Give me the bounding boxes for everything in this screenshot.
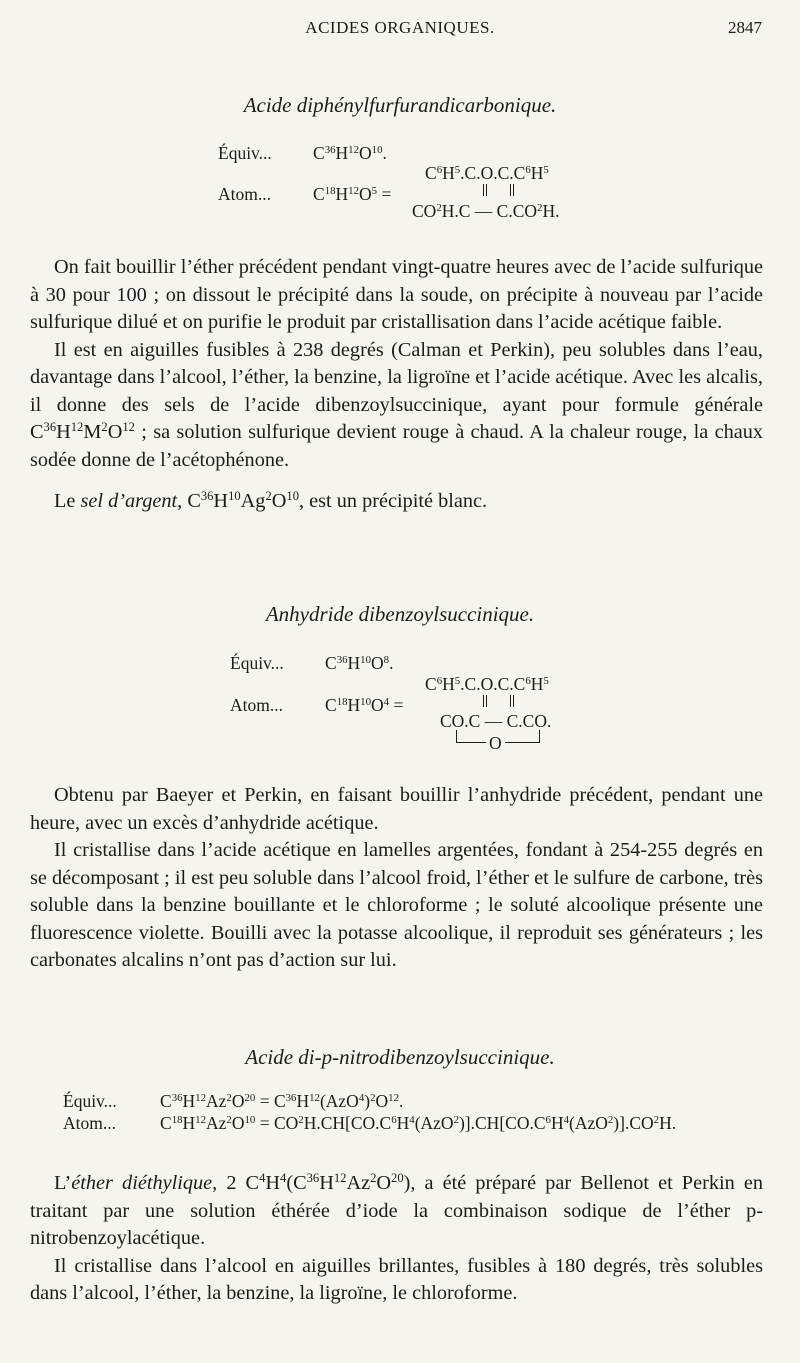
paragraph: Le sel d’argent, $C^{36}H^{10}Ag^2O^{10}$, est un précipité blanc. [54,489,488,512]
double-bond-right-1b [513,184,514,196]
double-bond-right-2 [510,695,511,707]
struct-bottom-2: CO.C — C.CO. [440,711,552,731]
atom-formula-3: $C^{18}H^{12}Az^2O^{10} = CO^2H.CH[CO.C^6H^4(AzO^2)].CH[CO.C^6H^4(AzO^2)].CO^2H$. [160,1113,677,1133]
double-bond-right-2b [513,695,514,707]
ring-oxygen: O [486,732,505,754]
equiv-formula-3: $C^{36}H^{12}Az^2O^{20} = C^{36}H^{12}(AzO^4)^2O^{12}$. [160,1091,404,1111]
equiv-label-2: Équiv... [230,653,284,673]
struct-top-2: $C^6H^5.C.O.C.C^6H^5$ [425,674,549,694]
section-heading-1: Acide diphénylfurfurandicarbonique. [243,93,557,117]
paragraph: Il est en aiguilles fusibles à 238 degrés (Calman et Perkin), peu solubles dans l’eau, davantage dans l’alcool, l’éther, la benzine, la ligroïne et l’acide acétique. Avec les alcalis, il donne des sels de l’acide dibenzoylsuccinique, ayant pour formule générale $C^{36}H^{12}M^2O^{12}$ ; sa solution sulfurique devient rouge à chaud. A la chaleur rouge, la chaux sodée donne de l’acétophénone. [30,338,763,471]
running-title: ACIDES ORGANIQUES. [305,18,495,37]
section1-text [30,254,763,516]
atom-formula-1: $C^{18}H^{12}O^5$ = [313,184,392,204]
paragraph: Il cristallise dans l’alcool en aiguilles brillantes, fusibles à 180 degrés, très solubles dans l’alcool, l’éther, la benzine, la ligroïne, le chloroforme. [30,1254,763,1304]
equiv-label-3: Équiv... [63,1091,117,1111]
double-bond-left-1b [486,184,487,196]
running-header [0,18,800,44]
double-bond-left-1 [483,184,484,196]
section3-text [30,1170,763,1308]
section-heading-2: Anhydride dibenzoylsuccinique. [265,602,535,626]
struct-bottom-1: $CO^2H.C$ — $C.CO^2H$. [412,201,560,221]
double-bond-left-2 [483,695,484,707]
paragraph: On fait bouillir l’éther précédent pendant vingt-quatre heures avec de l’acide sulfurique à 30 pour 100 ; on dissout le précipité dans la soude, on précipite à nouveau par l’acide sulfurique dilué et on purifie le produit par cristallisation dans l’acide acétique faible. [30,256,763,333]
equiv-label-1: Équiv... [218,143,272,163]
formula-block-2 [0,648,800,758]
atom-label-3: Atom... [63,1113,116,1133]
equiv-formula-1: $C^{36}H^{12}O^{10}$. [313,143,387,163]
struct-top-1: $C^6H^5.C.O.C.C^6H^5$ [425,163,549,183]
paragraph: Obtenu par Baeyer et Perkin, en faisant bouillir l’anhydride précédent, pendant une heure, avec un excès d’anhydride acétique. [30,784,763,834]
formula-block-3 [0,1088,800,1138]
double-bond-left-2b [486,695,487,707]
paragraph: Il cristallise dans l’acide acétique en lamelles argentées, fondant à 254-255 degrés en se décomposant ; il est peu soluble dans l’alcool froid, l’éther et le sulfure de carbone, très soluble dans la benzine bouillante et le chloroforme ; le soluté alcoolique présente une fluorescence violette. Bouilli avec la potasse alcoolique, il reproduit ses générateurs ; les carbonates alcalins n’ont pas d’action sur lui. [30,839,763,971]
formula-block-1 [0,138,800,228]
atom-formula-2: $C^{18}H^{10}O^4$ = [325,695,404,715]
double-bond-right-1 [510,184,511,196]
paragraph: L’éther diéthylique, 2 $C^4H^4(C^{36}H^{12}Az^2O^{20})$, a été préparé par Bellenot et Perkin en traitant par une solution éthérée d’iode la combinaison sodique de l’éther p-nitrobenzoylacétique. [30,1171,763,1249]
equiv-formula-2: $C^{36}H^{10}O^8$. [325,653,394,673]
atom-label-2: Atom... [230,695,283,715]
section-heading-3: Acide di-p-nitrodibenzoylsuccinique. [245,1045,555,1069]
section2-text [30,782,763,975]
atom-label-1: Atom... [218,184,271,204]
page-number: 2847 [728,18,762,37]
